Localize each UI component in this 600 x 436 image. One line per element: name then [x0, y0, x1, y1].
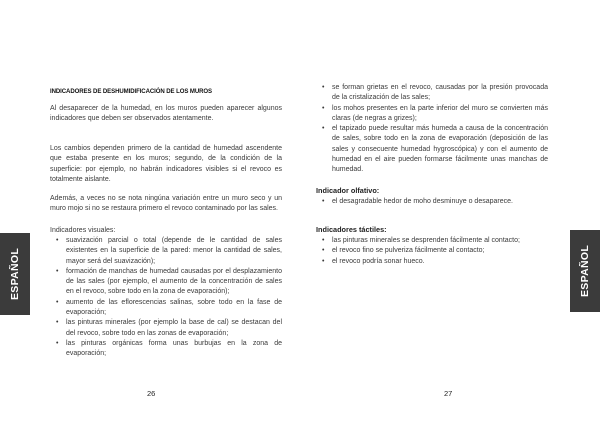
list-item: • aumento de las eflorescencias salinas, sobre todo en la fase de evaporación;	[50, 298, 282, 319]
list-item: • las pinturas minerales se desprenden fácilmente al contacto;	[316, 236, 548, 246]
list-item: • el desagradable hedor de moho desminuye o desaparece.	[316, 197, 548, 207]
list-item: • suavización parcial o total (depende de le cantidad de sales existentes en la superficie de la pared: menor la cantidad de sales, mayor será del suavización);	[50, 236, 282, 267]
list-item: • el tapizado puede resultar más humeda a causa de la concentración de sales, sobre todo en la zona de evaporación (deposición de las sales y consecuente humedad hygroscópica) y con el aumento de humedad en el aire pueden formarse fácilmente unas manchas de humedad.	[316, 124, 548, 175]
visual-indicators-list-continued	[316, 83, 548, 176]
section-title: INDICADORES DE DESHUMIDIFICACIÓN DE LOS MUROS	[50, 88, 213, 95]
page-number-left: 26	[147, 389, 156, 398]
list-item: • los mohos presentes en la parte inferior del muro se convierten más claras (de negras a grizes);	[316, 104, 548, 125]
list-item: • las pinturas minerales (por ejemplo la base de cal) se destacan del del revoco, sobre todo en las zonas de evaporación;	[50, 318, 282, 339]
list-item: • se forman grietas en el revoco, causadas por la presión provocada de la cristalización de las sales;	[316, 83, 548, 104]
list-item: • el revoco fino se pulveriza fácilmente al contacto;	[316, 246, 548, 256]
list-item: • formación de manchas de humedad causadas por el desplazamiento de las sales (por ejemplo, el aumento de la concentración de sales en el revoco, sobre todo en la zona de evaporación);	[50, 267, 282, 298]
tactile-indicators-list	[316, 236, 548, 267]
language-tab-right	[570, 230, 600, 312]
page-number-right: 27	[444, 389, 453, 398]
paragraph-changes: Los cambios dependen primero de la cantidad de humedad ascendente que estaba presente en los muros; segundo, de la condición de la superficie: por ejemplo, no habrán indicadores visibles si el revoco es totalmente aislante.	[50, 145, 282, 183]
olfactory-indicator-list	[316, 197, 548, 207]
language-tab-left	[0, 233, 30, 315]
language-tab-left-label: ESPAÑOL	[9, 247, 21, 301]
tactile-indicators-heading: Indicadores táctiles:	[316, 225, 387, 234]
visual-indicators-heading: Indicadores visuales:	[50, 227, 116, 234]
visual-indicators-list	[50, 236, 282, 360]
paragraph-intro: Al desaparecer de la humedad, en los muros pueden aparecer algunos indicadores que deben ser observados atentamente.	[50, 105, 282, 123]
list-item: • las pinturas orgánicas forma unas burbujas en la zona de evaporación;	[50, 339, 282, 360]
paragraph-restoration: Además, a veces no se nota ningúna variación entre un muro seco y un muro mojo si no se restaura primero el revoco contaminado por las sales.	[50, 195, 282, 213]
olfactory-indicator-heading: Indicador olfativo:	[316, 186, 380, 195]
language-tab-right-label: ESPAÑOL	[579, 244, 591, 298]
list-item: • el revoco podría sonar hueco.	[316, 257, 548, 267]
